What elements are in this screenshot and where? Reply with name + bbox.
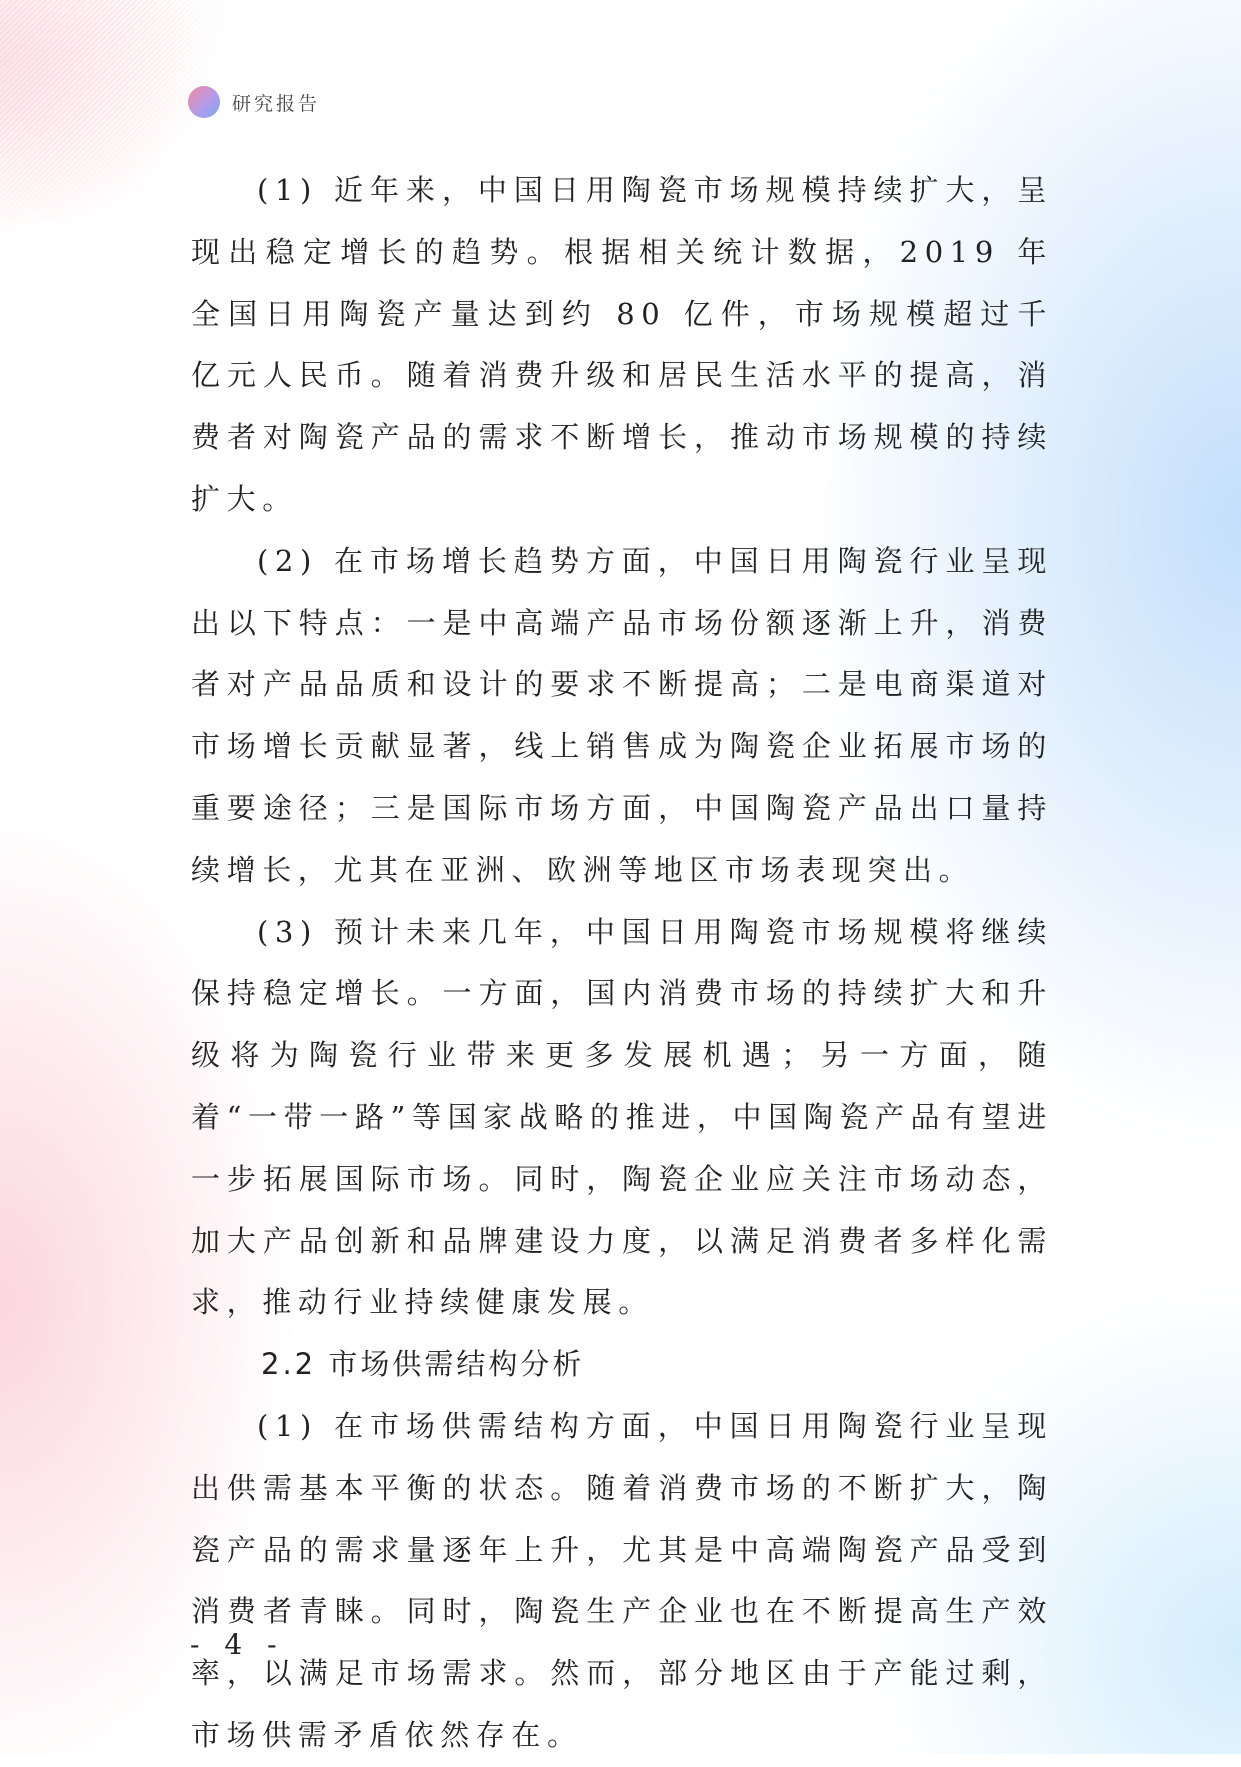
page-header <box>188 86 320 118</box>
paragraph-2: (2) 在市场增长趋势方面，中国日用陶瓷行业呈现出以下特点：一是中高端产品市场份额逐渐上升，消费者对产品品质和设计的要求不断提高；二是电商渠道对市场增长贡献显著，线上销售成为陶瓷企业拓展市场的重要途径；三是国际市场方面，中国陶瓷产品出口量持续增长，尤其在亚洲、欧洲等地区市场表现突出。 <box>191 543 1053 887</box>
section-heading: 2.2 市场供需结构分析 <box>261 1347 585 1382</box>
section-paragraph-1: (1) 在市场供需结构方面，中国日用陶瓷行业呈现出供需基本平衡的状态。随着消费市场的不断扩大，陶瓷产品的需求量逐年上升，尤其是中高端陶瓷产品受到消费者青睐。同时，陶瓷生产企业也在不断提高生产效率，以满足市场需求。然而，部分地区由于产能过剩，市场供需矛盾依然存在。 <box>191 1408 1053 1752</box>
report-logo-icon <box>188 86 220 118</box>
paragraph-3: (3) 预计未来几年，中国日用陶瓷市场规模将继续保持稳定增长。一方面，国内消费市场的持续扩大和升级将为陶瓷行业带来更多发展机遇；另一方面，随着“一带一路”等国家战略的推进，中国陶瓷产品有望进一步拓展国际市场。同时，陶瓷企业应关注市场动态，加大产品创新和品牌建设力度，以满足消费者多样化需求，推动行业持续健康发展。 <box>191 914 1053 1320</box>
document-body <box>191 160 1053 1767</box>
paragraph-1: (1) 近年来，中国日用陶瓷市场规模持续扩大，呈现出稳定增长的趋势。根据相关统计数据，2019 年全国日用陶瓷产量达到约 80 亿件，市场规模超过千亿元人民币。随着消费升级和居民生活水平的提高，消费者对陶瓷产品的需求不断增长，推动市场规模的持续扩大。 <box>191 173 1053 516</box>
page-number: - 4 - <box>190 1628 285 1661</box>
header-title: 研究报告 <box>232 92 321 115</box>
